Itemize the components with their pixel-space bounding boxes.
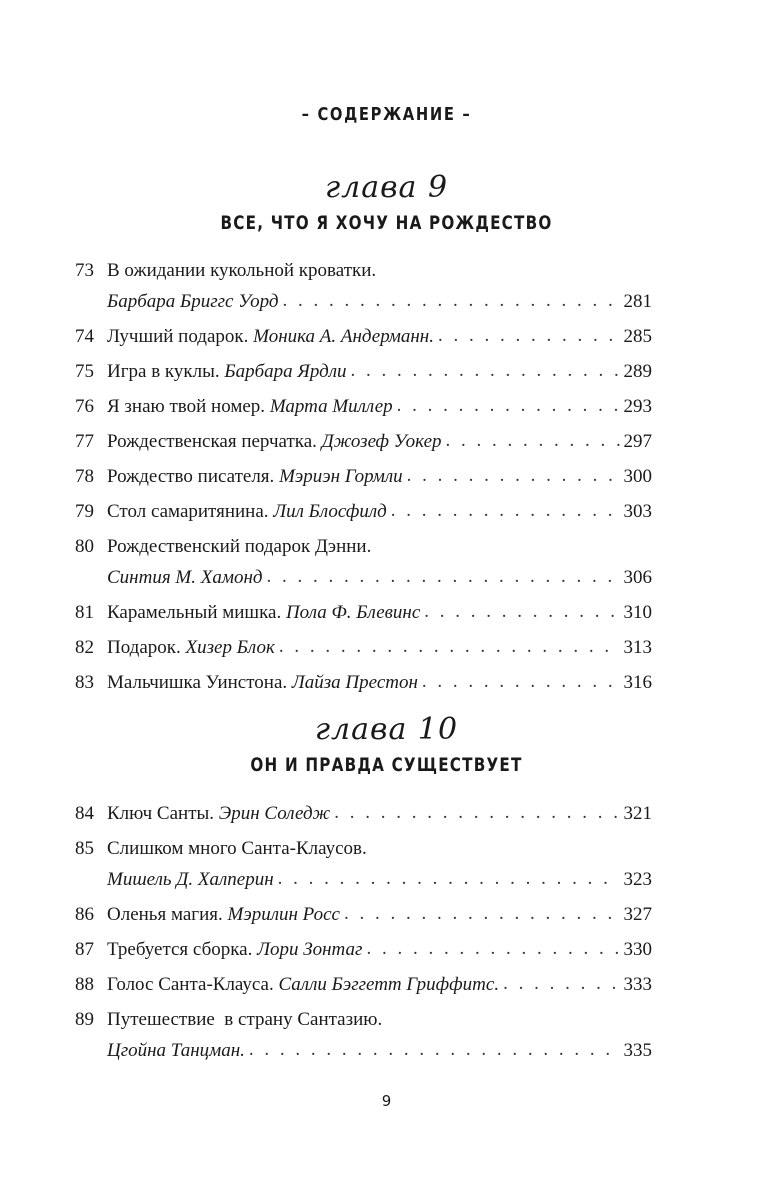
- contents-heading: – СОДЕРЖАНИЕ –: [301, 104, 472, 125]
- entry-number: 77: [75, 431, 94, 452]
- entry-page: 285: [623, 326, 652, 347]
- dot-leader: [424, 600, 619, 624]
- entry-number: 82: [75, 637, 94, 658]
- toc-entry[interactable]: [0, 973, 773, 1008]
- toc-entry[interactable]: [0, 938, 773, 973]
- toc-entry[interactable]: [0, 636, 773, 671]
- toc-entry[interactable]: [0, 1008, 773, 1074]
- dot-leader: [446, 429, 620, 453]
- entry-page: 303: [623, 501, 652, 522]
- toc-entry[interactable]: [0, 325, 773, 360]
- toc-entry[interactable]: [0, 465, 773, 500]
- entry-title: Ключ Санты.: [107, 803, 215, 824]
- entry-page: 281: [623, 291, 652, 312]
- entry-title: Требуется сборка.: [107, 939, 253, 960]
- entry-page: 327: [623, 904, 652, 925]
- entry-author: Мишель Д. Халперин: [107, 869, 274, 890]
- entry-page: 297: [623, 431, 652, 452]
- entry-author: Марта Миллер: [269, 396, 393, 417]
- entry-title: Мальчишка Уинстона.: [107, 672, 288, 693]
- entry-number: 84: [75, 803, 94, 824]
- entry-author: Мэрилин Росс: [227, 904, 340, 925]
- entry-title: Подарок.: [107, 637, 181, 658]
- entry-title: В ожидании кукольной кроватки.: [107, 260, 377, 281]
- entry-author: Лори Зонтаг: [257, 939, 363, 960]
- toc-entry[interactable]: [0, 671, 773, 706]
- entry-author: Лил Блосфилд: [273, 501, 387, 522]
- dot-leader: [397, 394, 620, 418]
- entry-number: 75: [75, 361, 94, 382]
- entry-number: 85: [75, 838, 94, 859]
- page-number: 9: [381, 1092, 392, 1110]
- entry-number: 74: [75, 326, 94, 347]
- chapter-10-label: глава 10: [314, 712, 459, 747]
- entry-author: Хизер Блок: [185, 637, 275, 658]
- entry-title: Игра в куклы.: [107, 361, 220, 382]
- chapter-9-title: ВСЕ, ЧТО Я ХОЧУ НА РОЖДЕСТВО: [220, 212, 553, 234]
- dot-leader: [278, 867, 620, 891]
- entry-number: 80: [75, 536, 94, 557]
- entry-title: Я знаю твой номер.: [107, 396, 266, 417]
- entry-number: 86: [75, 904, 94, 925]
- entry-page: 289: [623, 361, 652, 382]
- dot-leader: [249, 1038, 620, 1062]
- entry-page: 323: [623, 869, 652, 890]
- toc-entry[interactable]: [0, 837, 773, 903]
- dot-leader: [279, 635, 620, 659]
- toc-entry[interactable]: [0, 802, 773, 837]
- entry-page: 306: [623, 567, 652, 588]
- entry-page: 293: [623, 396, 652, 417]
- dot-leader: [282, 289, 619, 313]
- entry-title: Голос Санта-Клауса.: [107, 974, 274, 995]
- entry-number: 89: [75, 1009, 94, 1030]
- entry-page: 300: [623, 466, 652, 487]
- entry-number: 81: [75, 602, 94, 623]
- toc-entry[interactable]: [0, 395, 773, 430]
- entry-author: Барбара Бриггс Уорд: [107, 291, 279, 312]
- entry-author: Салли Бэггетт Гриффитс.: [278, 974, 500, 995]
- entry-number: 73: [75, 260, 94, 281]
- toc-entry[interactable]: [0, 259, 773, 325]
- entry-author: Пола Ф. Блевинс: [285, 602, 421, 623]
- entry-page: 313: [623, 637, 652, 658]
- entry-author: Синтия М. Хамонд: [107, 567, 263, 588]
- entry-author: Моника А. Андерманн.: [253, 326, 434, 347]
- dot-leader: [391, 499, 620, 523]
- toc-entry[interactable]: [0, 360, 773, 395]
- entry-title: Карамельный мишка.: [107, 602, 282, 623]
- toc-entry[interactable]: [0, 601, 773, 636]
- toc-entry[interactable]: [0, 535, 773, 601]
- dot-leader: [407, 464, 620, 488]
- entry-title: Рождественская перчатка.: [107, 431, 317, 452]
- entry-title: Рождество писателя.: [107, 466, 275, 487]
- dot-leader: [351, 359, 620, 383]
- entry-title: Стол самаритянина.: [107, 501, 269, 522]
- chapter-9-label: глава 9: [324, 170, 449, 205]
- entry-page: 321: [623, 803, 652, 824]
- entry-page: 330: [623, 939, 652, 960]
- dot-leader: [438, 324, 620, 348]
- entry-author: Цгойна Танцман.: [107, 1040, 245, 1061]
- entry-author: Мэриэн Гормли: [279, 466, 403, 487]
- chapter-10-entries: [0, 802, 773, 1074]
- entry-number: 78: [75, 466, 94, 487]
- entry-title: Оленья магия.: [107, 904, 223, 925]
- entry-page: 333: [623, 974, 652, 995]
- dot-leader: [334, 801, 619, 825]
- entry-title: Путешествие в страну Сантазию.: [107, 1009, 383, 1030]
- entry-number: 79: [75, 501, 94, 522]
- entry-author: Барбара Ярдли: [224, 361, 347, 382]
- dot-leader: [267, 565, 620, 589]
- dot-leader: [503, 972, 619, 996]
- chapter-9-entries: [0, 259, 773, 706]
- entry-page: 310: [623, 602, 652, 623]
- entry-author: Эрин Соледж: [218, 803, 331, 824]
- entry-number: 88: [75, 974, 94, 995]
- entry-number: 83: [75, 672, 94, 693]
- entry-author: Лайза Престон: [291, 672, 418, 693]
- entry-page: 316: [623, 672, 652, 693]
- entry-title: Рождественский подарок Дэнни.: [107, 536, 372, 557]
- chapter-10-title: ОН И ПРАВДА СУЩЕСТВУЕТ: [250, 754, 523, 776]
- toc-entry[interactable]: [0, 500, 773, 535]
- entry-number: 87: [75, 939, 94, 960]
- toc-entry[interactable]: [0, 903, 773, 938]
- entry-number: 76: [75, 396, 94, 417]
- dot-leader: [422, 670, 620, 694]
- entry-title: Слишком много Санта-Клаусов.: [107, 838, 367, 859]
- dot-leader: [344, 902, 620, 926]
- toc-entry[interactable]: [0, 430, 773, 465]
- entry-author: Джозеф Уокер: [321, 431, 442, 452]
- entry-title: Лучший подарок.: [107, 326, 249, 347]
- dot-leader: [366, 937, 619, 961]
- entry-page: 335: [623, 1040, 652, 1061]
